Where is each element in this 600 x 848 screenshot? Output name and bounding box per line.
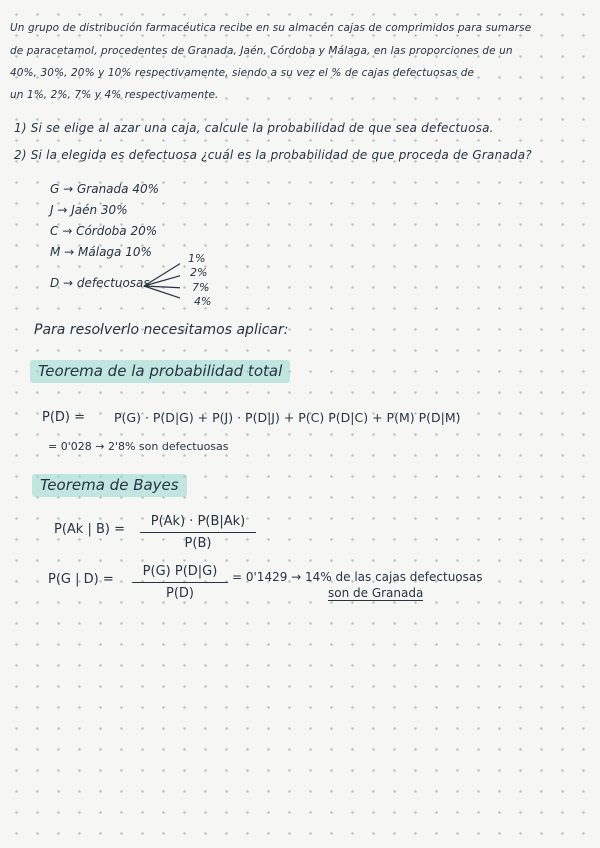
- bayes-applied-fraction: [132, 564, 228, 601]
- data-defectuosas: D → defectuosas: [50, 276, 150, 290]
- problem-line-3: 40%, 30%, 20% y 10% respectivamente, siendo a su vez el % de cajas defectuosas de: [10, 67, 475, 79]
- bayes-general-denominator: P(B): [140, 532, 256, 551]
- branch-lines: [140, 252, 180, 302]
- total-result: = 0'028 → 2'8% son defectuosas: [48, 440, 229, 453]
- data-granada: G → Granada 40%: [50, 182, 159, 196]
- branch-3: 7%: [192, 281, 210, 294]
- note-text: Para resolverlo necesitamos aplicar:: [34, 322, 289, 338]
- branch-1: 1%: [188, 252, 206, 265]
- data-cordoba: C → Córdoba 20%: [50, 224, 158, 238]
- problem-line-4: un 1%, 2%, 7% y 4% respectivamente.: [10, 89, 219, 101]
- bayes-applied-denominator: P(D): [132, 582, 228, 601]
- question-1: 1) Si se elige al azar una caja, calcule la probabilidad de que sea defectuosa.: [14, 121, 494, 135]
- heading-bayes: Teorema de Bayes: [32, 474, 187, 497]
- question-2: 2) Si la elegida es defectuosa ¿cuál es la probabilidad de que proceda de Granada?: [14, 148, 532, 162]
- problem-line-1: Un grupo de distribución farmacéutica recibe en su almacén cajas de comprimidos para sumarse: [10, 22, 532, 34]
- bayes-applied-result-2: son de Granada: [328, 586, 424, 600]
- data-malaga: M → Málaga 10%: [50, 245, 152, 259]
- heading-total-probability: Teorema de la probabilidad total: [30, 360, 290, 383]
- formula-rhs: P(G) · P(D|G) + P(J) · P(D|J) + P(C) P(D|C) + P(M) P(D|M): [114, 410, 461, 425]
- branch-2: 2%: [190, 266, 208, 279]
- bayes-general-numerator: P(Ak) · P(B|Ak): [150, 514, 246, 529]
- bayes-applied-numerator: P(G) P(D|G): [142, 564, 218, 579]
- branch-4: 4%: [194, 295, 212, 308]
- bayes-applied-lhs: P(G | D) =: [48, 572, 114, 587]
- bayes-general-fraction: [140, 514, 256, 551]
- formula-lhs: P(D) =: [42, 410, 86, 425]
- problem-line-2: de paracetamol, procedentes de Granada, Jaén, Córdoba y Málaga, en las proporciones de un: [10, 45, 513, 57]
- bayes-applied-result: = 0'1429 → 14% de las cajas defectuosas: [232, 570, 483, 584]
- bayes-general-lhs: P(Ak | B) =: [54, 522, 125, 537]
- data-jaen: J → Jaén 30%: [50, 203, 128, 217]
